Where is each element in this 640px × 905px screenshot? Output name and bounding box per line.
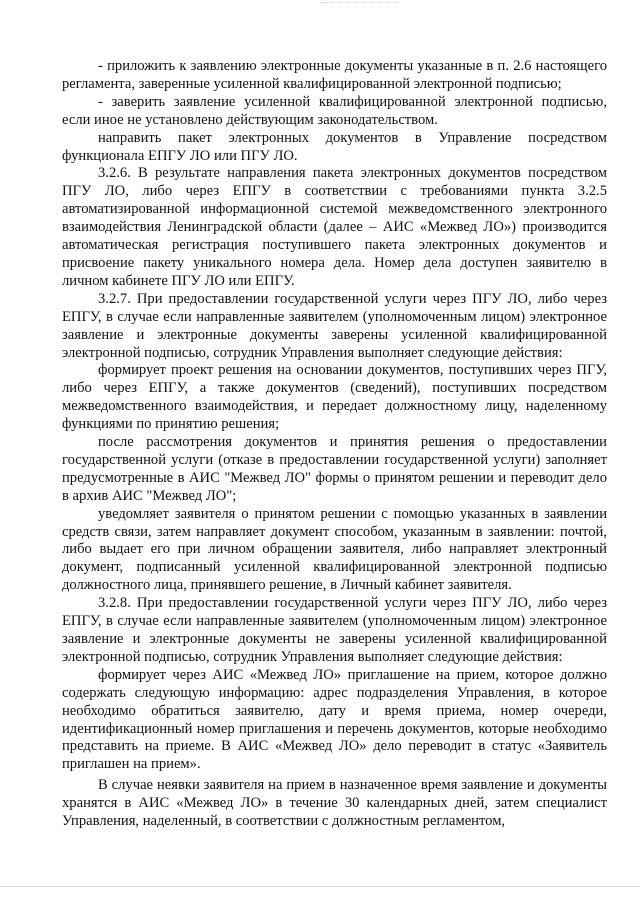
paragraph-3-2-8: 3.2.8. При предоставлении государственной услуги через ПГУ ЛО, либо через ЕПГУ, в случае если направленные заявителем (уполномоченным лицом) электронное заявление и электронные документы не заверены усиленной квалифицированной электронной подписью, сотрудник Управления выполняет следующие действия: bbox=[62, 595, 607, 665]
paragraph-after-review: после рассмотрения документов и принятия решения о предоставлении государственной услуги (отказе в предоставлении государственной услуги) заполняет предусмотренные в АИС "Межвед ЛО" формы о принятом решении и переводит дело в архив АИС "Межвед ЛО"; bbox=[62, 434, 607, 504]
document-page bbox=[62, 58, 607, 831]
paragraph-attach-documents: - приложить к заявлению электронные документы указанные в п. 2.6 настоящего регламента, заверенные усиленной квалифицированной электронной подписью; bbox=[62, 58, 607, 92]
paragraph-send-package: направить пакет электронных документов в Управление посредством функционала ЕПГУ ЛО или ПГУ ЛО. bbox=[62, 129, 607, 164]
scan-bottom-edge bbox=[0, 886, 640, 887]
paragraph-sign-application: - заверить заявление усиленной квалифицированной электронной подписью, если иное не установлено действующим законодательством. bbox=[62, 93, 607, 128]
paragraph-notify-applicant: уведомляет заявителя о принятом решении с помощью указанных в заявлении средств связи, затем направляет документ способом, указанным в заявлении: почтой, либо выдает его при личном обращении заявителя, либо направляет электронный документ, подписанный усиленной квалифицированной электронной подписью должностного лица, принявшего решение, в Личный кабинет заявителя. bbox=[62, 505, 607, 594]
paragraph-invitation: формирует через АИС «Межвед ЛО» приглашение на прием, которое должно содержать следующую информацию: адрес подразделения Управления, в которое необходимо обратиться заявителю, дату и время приема, номер очереди, идентификационный номер приглашения и перечень документов, которые необходимо представить на приеме. В АИС «Межвед ЛО» дело переводит в статус «Заявитель приглашен на прием». bbox=[62, 666, 607, 773]
paragraph-draft-decision: формирует проект решения на основании документов, поступивших через ПГУ, либо через ЕПГУ, а также документов (сведений), поступивших посредством межведомственного взаимодействия, и передает должностному лицу, наделенному функциями по принятию решения; bbox=[62, 362, 607, 433]
paragraph-no-show: В случае неявки заявителя на прием в назначенное время заявление и документы хранятся в АИС «Межвед ЛО» в течение 30 календарных дней, затем специалист Управления, наделенный, в соответствии с должностным регламентом, bbox=[62, 777, 607, 830]
paragraph-3-2-6: 3.2.6. В результате направления пакета электронных документов посредством ПГУ ЛО, либо через ЕПГУ в соответствии с требованиями пункта 3.2.5 автоматизированной информационной системой межведомственного электронного взаимодействия Ленинградской области (далее – АИС «Межвед ЛО») производится автоматическая регистрация поступившего пакета электронных документов и присвоение пакету уникального номера дела. Номер дела доступен заявителю в личном кабинете ПГУ ЛО или ЕПГУ. bbox=[62, 165, 607, 289]
scan-artifact bbox=[320, 2, 400, 5]
paragraph-3-2-7: 3.2.7. При предоставлении государственной услуги через ПГУ ЛО, либо через ЕПГУ, в случае если направленные заявителем (уполномоченным лицом) электронное заявление и электронные документы заверены усиленной квалифицированной электронной подписью, сотрудник Управления выполняет следующие действия: bbox=[62, 290, 607, 361]
